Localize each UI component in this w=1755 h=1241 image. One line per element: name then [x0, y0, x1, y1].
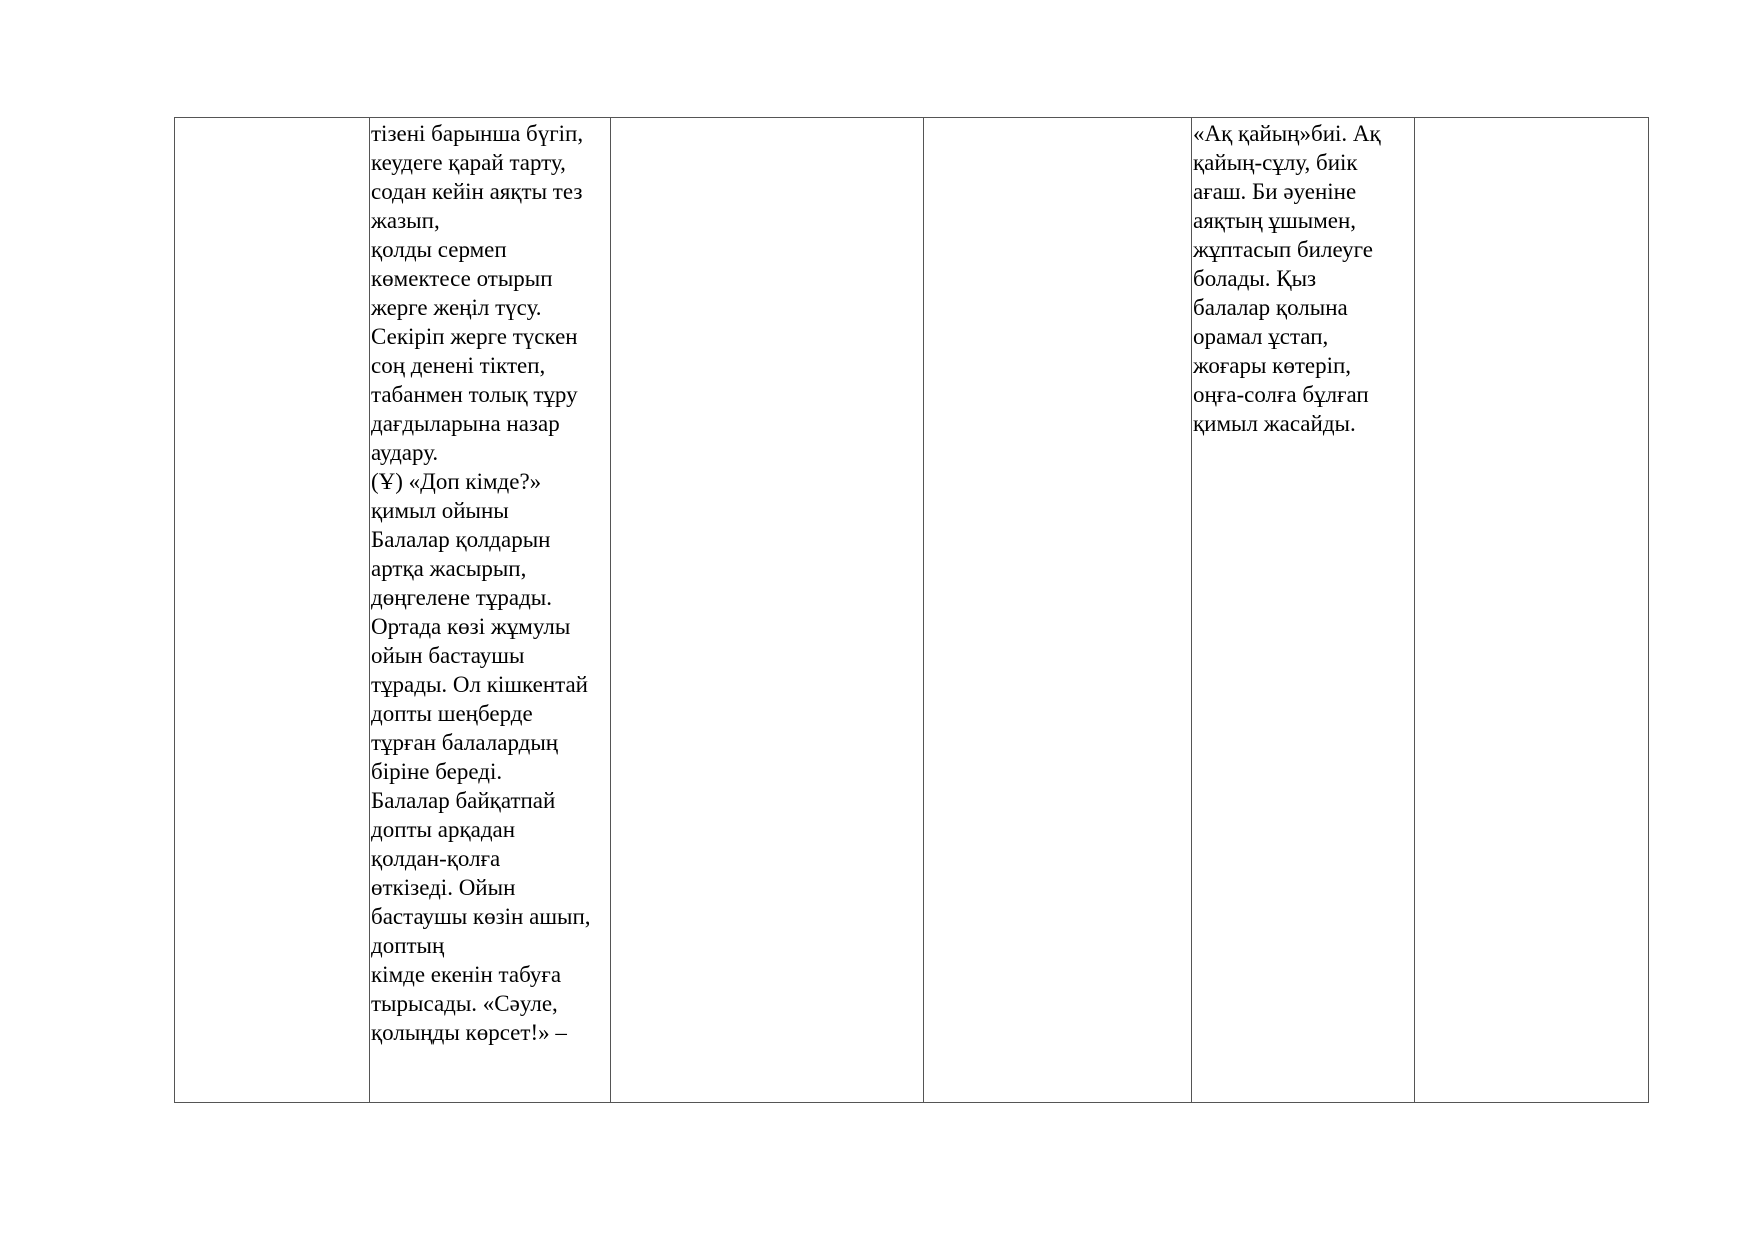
cell-2-text: тізені барынша бүгіп, кеудеге қарай тарту, содан кейін аяқты тез жазып, қолды сермеп көмектесе отырып жерге жеңіл түсу. Секіріп жерге түскен соң денені тіктеп, табанмен толық тұру дағдыларына назар аудару. (Ұ) «Доп кімде?» қимыл ойыны Балалар қолдарын артқа жасырып, дөңгелене тұрады. Ортада көзі жұмулы ойын бастаушы тұрады. Ол кішкентай допты шеңберде тұрған балалардың біріне береді. Балалар байқатпай допты арқадан қолдан-қолға өткізеді. Ойын бастаушы көзін ашып, доптың кімде екенін табуға тырысады. «Сәуле, қолыңды көрсет!» – — [371, 121, 591, 1045]
table-row — [175, 118, 1649, 1103]
cell-5-text: «Ақ қайың»биі. Ақ қайың-сұлу, биік ағаш. Би әуеніне аяқтың ұшымен, жұптасып билеуге болады. Қыз балалар қолына орамал ұстап, жоғары көтеріп, оңға-солға бұлғап қимыл жасайды. — [1193, 121, 1381, 436]
table-cell-3 — [611, 118, 924, 1103]
cell-6-text — [1415, 118, 1648, 119]
plan-table — [174, 117, 1649, 1103]
cell-4-text — [924, 118, 1191, 119]
table-cell-1 — [175, 118, 370, 1103]
cell-1-text — [175, 118, 369, 119]
cell-3-text — [611, 118, 923, 119]
table-cell-5 — [1192, 118, 1415, 1103]
table-cell-2 — [370, 118, 611, 1103]
table-cell-4 — [924, 118, 1192, 1103]
table-cell-6 — [1415, 118, 1649, 1103]
